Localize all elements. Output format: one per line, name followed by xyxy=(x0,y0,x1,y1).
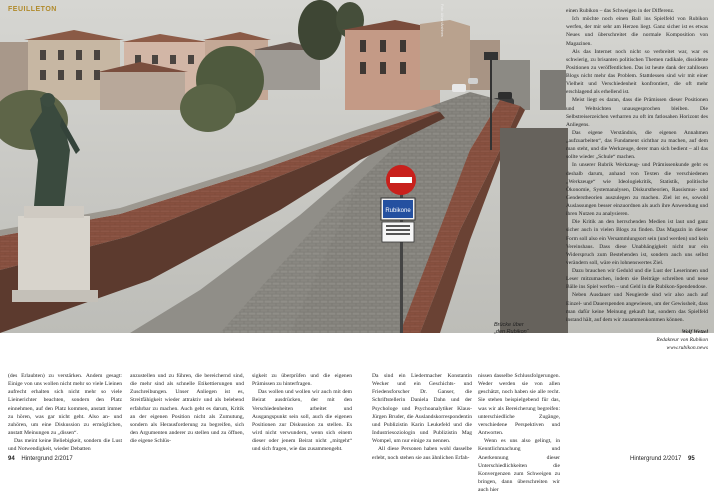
caption-line-1: Brücke über xyxy=(494,322,524,328)
paragraph: sigkeit zu überprüfen und die eigenen Prämissen zu hinterfragen. xyxy=(252,373,352,388)
paragraph: Als das Internet noch nicht so verbreitet war, war es schwierig, zu brisanten politischen Themen radikale, dissidente Positionen zu veröffentlichen. Das ist heute dank der zahllosen Blogs nicht mehr das Problem. Stattdessen sind wir mit einer Vielheit und Verschiedenheit konfrontiert, die oft mehr erschlagend als erhellend ist. xyxy=(566,48,708,96)
paragraph: Das eigene Verständnis, die eigenen Annahmen „aufzuarbeiten“, das Fundament sichtbar zu machen, auf dem man steht, und die Werkzeuge, derer man sich bedient – all das sollte wieder „Schule“ machen. xyxy=(566,129,708,161)
photo-credit: Foto: Alinari Archives xyxy=(440,4,444,37)
article-column-2 xyxy=(130,372,244,445)
paragraph: All diese Personen haben wohl dasselbe erlebt, noch stehen sie aus ähnlichen Erfah- xyxy=(372,446,472,461)
paragraph: (des Erlaubten) zu verstärken. Andem gesagt: Einige von uns wollen nicht mehr so viele Lieinen aufrecht erhalten sich nicht mehr so viele Lieinerichter beachten, sondern den Platz einnehmen, auf den Platz kommen, anstatt immer zu hören, was gar nicht geht. Also an- und zuhören, um eine Diskussion zu ermöglichen, anstatt Meinungen zu „dissen“. xyxy=(8,373,122,437)
photo-caption xyxy=(494,322,554,336)
paragraph: einen Rubikon – das Schweigen in der Differenz. xyxy=(566,8,675,14)
paragraph: Dazu brauchen wir Geduld und die Lust der Leserinnen und Leser mitzumachen, indem sie Beiträge schreiben und neue Bälle ins Spiel werfen – und Geld in die Rubikon-Spendendose. xyxy=(566,268,708,291)
article-column-4 xyxy=(372,372,472,462)
rubicone-sign-label: Rubikone xyxy=(385,208,411,214)
paragraph: In unserer Rubrik Werkzeug- und Prämissenkunde geht es deshalb darum, anhand von Texten die verschiedenen „Werkzeuge“ wie Ideologiekritik, Statistik, politische Ökonomie, Systemanalysen, Diskurstheorien, Rassismus- und Genderstheorien auszulegen zu machen. Ziel ist es, sowohl Auslassungen besser einzuordnen als auch ihre Anwendung und ihren Nutzen zu analysieren. xyxy=(566,162,708,218)
article-column-5 xyxy=(478,372,560,494)
author-role: Redakteur von Rubikon xyxy=(656,337,708,343)
article-column-3 xyxy=(252,372,352,454)
page-number-right: 95 xyxy=(688,456,695,462)
author-website: www.rubikon.news xyxy=(666,345,708,352)
paragraph: Meist liegt es daran, dass die Prämissen dieser Positionen und Weltsichten unausgesprochen bleiben. Die Selbstreiserzeichen verharren zu oft im fatlosahen Horizont des Anliegens. xyxy=(566,97,708,128)
right-article-column xyxy=(566,7,708,352)
paragraph: Da sind ein Liedermacher Konstantin Wecker und ein Geschichts- und Friedensforscher Dr. Ganser, die Schriftstellerin Daniela Dahn und der Psychologe und Psychoanalytiker Klaus-Jürgen Bruder, die Auslandskorrespondentin und Publizistin Karin Leukefeld und die Industriesoziologin und Publizistin Mag Wompel, um nur einige zu nennen. xyxy=(372,373,472,445)
paragraph: Ich möchte noch einen Ball ins Spielfeld von Rubikon werfen, der mir sehr am Herzen liegt. Ganz sicher ist es etwas Neues und überschreitet die normale Komposition von Magazinen. xyxy=(566,16,708,47)
paragraph: anzustellen und zu führen, die bereichernd sind, die mehr sind als schnelle Etikettierungen und Zuschreibungen. Unser Anliegen ist es, Streitfähigkeit wieder attraktiv und als belebend erfahrbar zu machen. Auch geht es darum, Kritik an der eigenen Position nicht als Zumutung, sondern als Herausforderung zu begreifen, sich den Argumenten anderer zu stellen und zu öffnen, die eigene Schlüs- xyxy=(130,373,244,445)
paragraph: nissen dasselbe Schlussfolgerungen. Weder werden sie von allen geschätzt, noch haben sie alle recht. Sie stehen beispielgebend für das, was wir als Bereicherung begreifen: unterschiedliche Zugänge, verschiedene Perspektiven und Antworten. xyxy=(478,373,560,437)
paragraph: Neben Ausdauer und Neugierde sind wir also auch auf Einzel- und Dauerspenden angewiesen, um der Gewissheit, dass man dafür keine Meinung gekauft hat, sondern das Spielfeld instand hält, auf dem wir zusammenkommen können. xyxy=(566,292,708,323)
issue-label-left: Hintergrund 2/2017 xyxy=(21,456,73,462)
footer-right xyxy=(630,456,695,462)
article-column-1 xyxy=(8,372,122,454)
paragraph: Das meint keine Beliebigkeit, sondern die Lust und Notwendigkeit, wieder Debatten xyxy=(8,438,122,453)
issue-label-right: Hintergrund 2/2017 xyxy=(630,456,682,462)
page-number-left: 94 xyxy=(8,456,15,462)
caption-line-2: „den Rubikon“ xyxy=(494,329,529,336)
paragraph: Die Kritik an den herrschenden Medien ist laut und ganz sicher auch in vielen Blogs zu finden. Das Magazin in dieser Form soll also ein Versammlungsort sein (und werden) und kein Vereinshaus. Dass diese Unabhängigkeit nicht nur ein Widerspruch zum Bestehenden ist, sondern auch uns selbst verändern soll, wäre ein lohnenswertes Ziel. xyxy=(566,219,708,266)
paragraph: Das wollen und wollen wir auch mit dem Beirat ausdrücken, der mit den Verschiedenheiten arbeitet und Ausgangspunkt sein soll, auch die eigenen Positionen zur Diskussion zu stellen. Es wird nicht verwundern, wenn sich einem dieser oder jenem Beirat nicht „mitgeht“ und sich fragen, wie das zusammengeht. xyxy=(252,389,352,453)
section-kicker: FEUILLETON xyxy=(8,6,57,13)
author-signature: Wolf Wetzel xyxy=(681,328,708,335)
footer-left xyxy=(8,456,73,462)
paragraph: Wenn es uns also gelingt, in Kenntlichmachung und Anerkennung dieser Unterschiedlichkeiten die Konvergenzen zum Schweigen zu bringen, dann überschreiten wir auch hier xyxy=(478,438,560,494)
